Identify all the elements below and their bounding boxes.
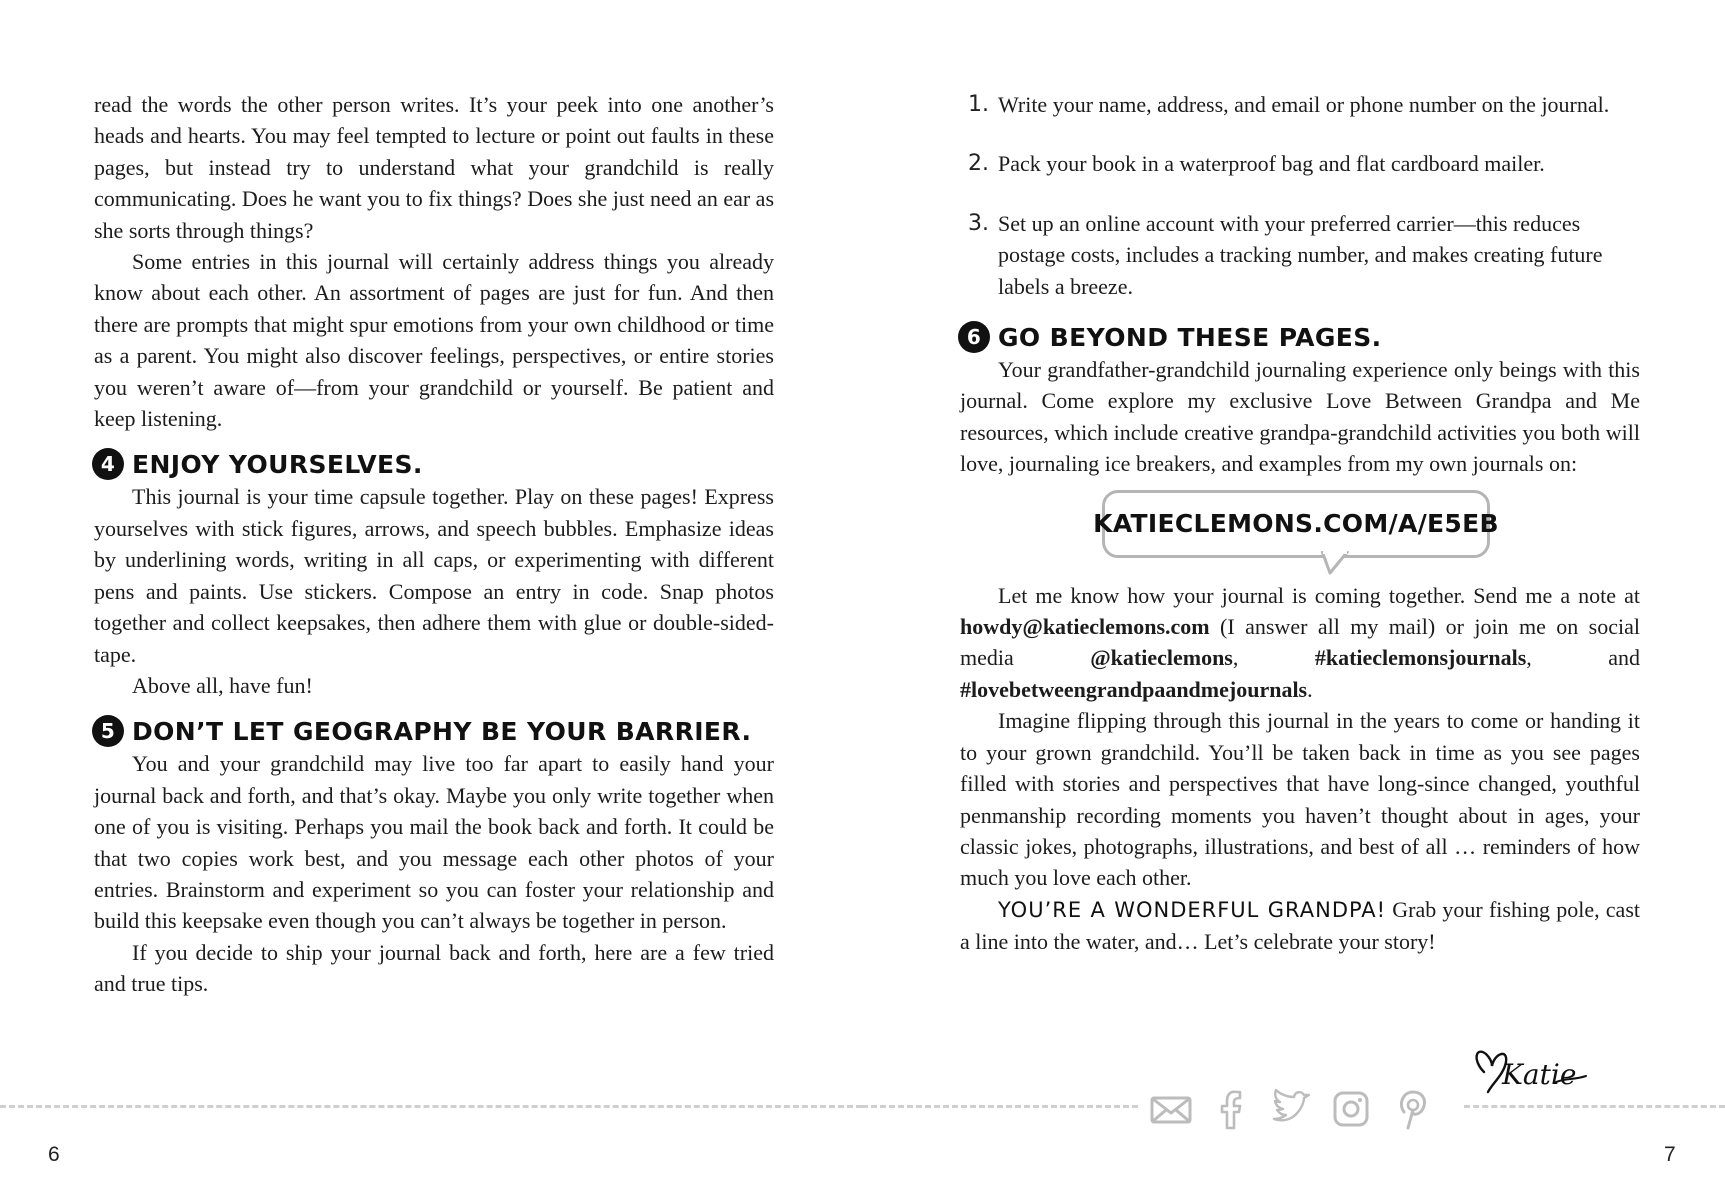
section-5-paragraph-2: If you decide to ship your journal back and forth, here are a few tried and true tips. — [94, 939, 774, 997]
left-column — [94, 89, 774, 1000]
tip-number: 3. — [968, 210, 989, 236]
twitter-icon[interactable] — [1268, 1086, 1314, 1132]
social-icons-row — [1148, 1086, 1434, 1132]
url-callout — [960, 486, 1640, 572]
pinterest-icon[interactable] — [1388, 1086, 1434, 1132]
grandpa-callout: YOU’RE A WONDERFUL GRANDPA! — [998, 897, 1387, 922]
right-dashed-divider-left — [862, 1105, 1138, 1108]
section-5-heading — [92, 714, 774, 748]
section-4-paragraph-1: This journal is your time capsule together. Play on these pages! Express yourselves with stick figures, arrows, and speech bubbles. Emphasize ideas by underlining words, writing in all caps, or experimenting with different pens and paints. Use stickers. Compose an entry in code. Snap photos together and collect keepsakes, then adhere them with glue or double-sided-tape. — [94, 484, 774, 667]
mail-icon[interactable] — [1148, 1086, 1194, 1132]
section-5-number-badge: 5 — [92, 715, 124, 747]
tip-item — [968, 148, 1638, 179]
tip-text: Pack your book in a waterproof bag and flat cardboard mailer. — [998, 151, 1545, 177]
right-page-number: 7 — [1664, 1143, 1676, 1166]
contact-text: , and — [1526, 645, 1640, 671]
section-4-title: ENJOY YOURSELVES. — [132, 449, 423, 479]
right-page — [862, 0, 1725, 1200]
section-4-number-badge: 4 — [92, 448, 124, 480]
signature-text: Katie — [1502, 1058, 1577, 1091]
tip-item — [968, 89, 1638, 120]
section-4-heading — [92, 447, 774, 481]
right-column — [960, 89, 1640, 958]
hashtag-link[interactable]: #lovebetweengrandpaandmejournals — [960, 676, 1308, 702]
section-6-paragraph: Your grandfather-grandchild journaling experience only beings with this journal. Come explore my exclusive Love Between Grandpa and Me resources, which include creative grandpa-grandchild activities you both will love, journaling ice breakers, and examples from my own journals on: — [960, 357, 1640, 477]
instagram-icon[interactable] — [1328, 1086, 1374, 1132]
facebook-icon[interactable] — [1208, 1086, 1254, 1132]
tip-item — [968, 208, 1638, 302]
section-6-title: GO BEYOND THESE PAGES. — [998, 322, 1382, 352]
section-5-title: DON’T LET GEOGRAPHY BE YOUR BARRIER. — [132, 716, 752, 746]
intro-paragraph-1: read the words the other person writes. It’s your peek into one another’s heads and hearts. You may feel tempted to lecture or point out faults in these pages, but instead try to understand what your grandchild is really communicating. Does he want you to fix things? Does she just need an ear as she sorts through things? — [94, 92, 775, 243]
section-5-paragraph-1: You and your grandchild may live too far apart to easily hand your journal back and forth, and that’s okay. Maybe you only write together when one of you is visiting. Perhaps you mail the book back and forth. It could be that two copies work best, and you message each other photos of your entries. Brainstorm and experiment so you can foster your relationship and build this keepsake even though you can’t always be together in person. — [94, 751, 774, 934]
contact-text: , — [1232, 645, 1315, 671]
tip-text: Write your name, address, and email or phone number on the journal. — [998, 92, 1610, 117]
contact-text: Let me know how your journal is coming together. Send me a note at — [998, 582, 1640, 608]
katie-signature — [1470, 1042, 1590, 1098]
intro-paragraph-2: Some entries in this journal will certainly address things you already know about each other. An assortment of pages are just for fun. And then there are prompts that might spur emotions from your own childhood or time as a parent. You might also discover feelings, perspectives, or entire stories you weren’t aware of—from your grandchild or yourself. Be patient and keep listening. — [94, 249, 774, 432]
right-dashed-divider-right — [1464, 1105, 1725, 1108]
contact-paragraph — [960, 580, 1640, 706]
contact-text: (I answer all my mail) or join me on social media — [960, 614, 1640, 671]
speech-bubble-tail-icon — [1318, 551, 1358, 577]
closing-paragraph: Imagine flipping through this journal in the years to come or handing it to your grown grandchild. You’ll be taken back in time as you see pages filled with stories and perspectives that have long-since changed, youthful penmanship recording moments you haven’t thought about in ages, your classic jokes, photographs, illustrations, and best of all … reminders of how much you love each other. — [960, 708, 1640, 891]
tip-number: 1. — [968, 92, 989, 117]
section-4-paragraph-2: Above all, have fun! — [132, 672, 313, 698]
social-handle-link[interactable]: @katieclemons — [1090, 645, 1233, 671]
section-6-number-badge: 6 — [958, 321, 990, 353]
section-6-heading — [958, 320, 1640, 354]
tip-number: 2. — [968, 151, 989, 177]
left-page — [0, 0, 862, 1200]
final-paragraph — [960, 894, 1640, 958]
left-page-number: 6 — [48, 1143, 60, 1166]
final-text: Grab your fishing pole, cast a line into the water, and… Let’s celebrate your story! — [960, 896, 1640, 955]
contact-email-link[interactable]: howdy@katieclemons.com — [960, 614, 1210, 640]
contact-text: . — [1307, 676, 1313, 702]
shipping-tips-list — [968, 89, 1638, 302]
url-link[interactable]: KATIECLEMONS.COM/A/E5EB — [1102, 490, 1490, 558]
hashtag-link[interactable]: #katieclemonsjournals — [1314, 645, 1527, 671]
tip-text: Set up an online account with your preferred carrier—this reduces postage costs, includes a tracking number, and makes creating future labels a breeze. — [998, 210, 1603, 299]
left-dashed-divider — [0, 1105, 862, 1108]
